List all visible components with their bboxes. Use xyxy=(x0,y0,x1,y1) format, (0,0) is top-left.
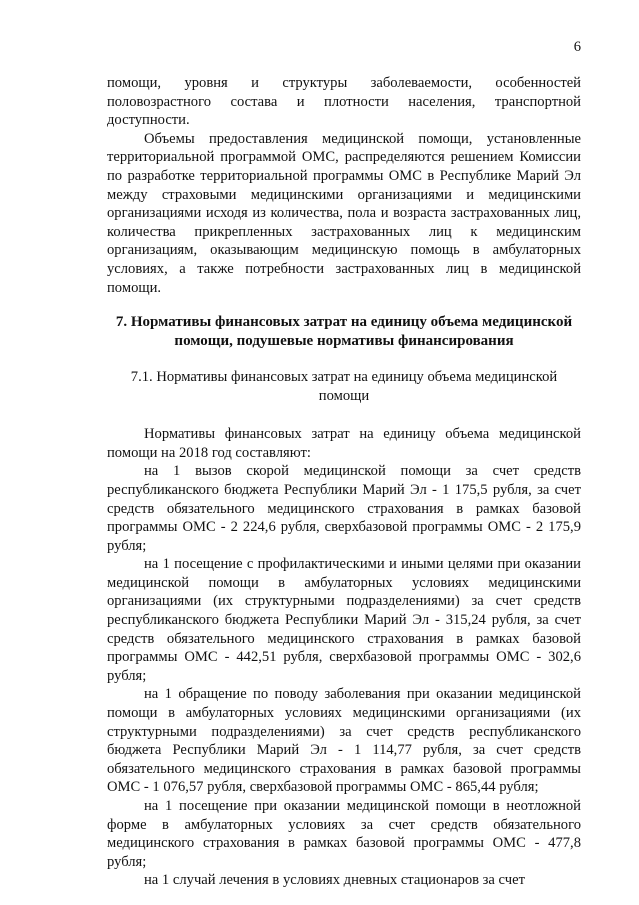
norm-item-preventive-visit: на 1 посещение с профилактическими и иными целями при оказании медицинской помощи в амбулаторных условиях медицинскими организациями (их структурными подразделениями) за счет средств республиканского бюджета Республики Марий Эл - 315,24 рубля, за счет средств обязательного медицинского страхования в рамках базовой программы ОМС - 442,51 рубля, сверхбазовой программы ОМС - 302,6 рубля; xyxy=(107,556,581,684)
paragraph-volume-distribution: Объемы предоставления медицинской помощи, установленные территориальной программой ОМС, распределяются решением Комиссии по разработке территориальной программы ОМС в Республике Марий Эл между страховыми медицинскими организациями и медицинскими организациями исходя из количества, пола и возраста застрахованных лиц, количества прикрепленных застрахованных лиц к медицинским организациям, оказывающим медицинскую помощь в амбулаторных условиях, а также потребности застрахованных лиц в медицинской помощи. xyxy=(107,130,581,296)
norm-item-ambulance-call: на 1 вызов скорой медицинской помощи за счет средств республиканского бюджета Республики Марий Эл - 1 175,5 рубля, за счет средств обязательного медицинского страхования в рамках базовой программы ОМС - 2 224,6 рубля, сверхбазовой программы ОМС - 2 175,9 рубля; xyxy=(107,463,581,554)
norm-item-disease-appeal: на 1 обращение по поводу заболевания при оказании медицинской помощи в амбулаторных условиях медицинскими организациями (их структурными подразделениями) за счет средств республиканского бюджета Республики Марий Эл - 1 114,77 рубля, за счет средств обязательного медицинского страхования в рамках базовой программы ОМС - 1 076,57 рубля, сверхбазовой программы ОМС - 865,44 рубля; xyxy=(107,686,581,796)
section-heading: 7. Нормативы финансовых затрат на единицу объема медицинской помощи, подушевые нормативы финансирования xyxy=(115,314,573,350)
norms-intro: Нормативы финансовых затрат на единицу объема медицинской помощи на 2018 год составляют: xyxy=(107,426,581,461)
page-number: 6 xyxy=(573,39,581,55)
subsection-heading: 7.1. Нормативы финансовых затрат на единицу объема медицинской помощи xyxy=(130,369,558,405)
norm-item-urgent-visit: на 1 посещение при оказании медицинской помощи в неотложной форме в амбулаторных условиях за счет средств обязательного медицинского страхования в рамках базовой программы ОМС - 477,8 рубля; xyxy=(107,798,581,870)
paragraph-population-factors: помощи, уровня и структуры заболеваемости, особенностей половозрастного состава и плотности населения, транспортной доступности. xyxy=(107,75,581,129)
norm-item-day-hospital: на 1 случай лечения в условиях дневных стационаров за счет xyxy=(144,872,525,889)
document-body xyxy=(107,74,581,890)
document-page xyxy=(107,38,581,890)
